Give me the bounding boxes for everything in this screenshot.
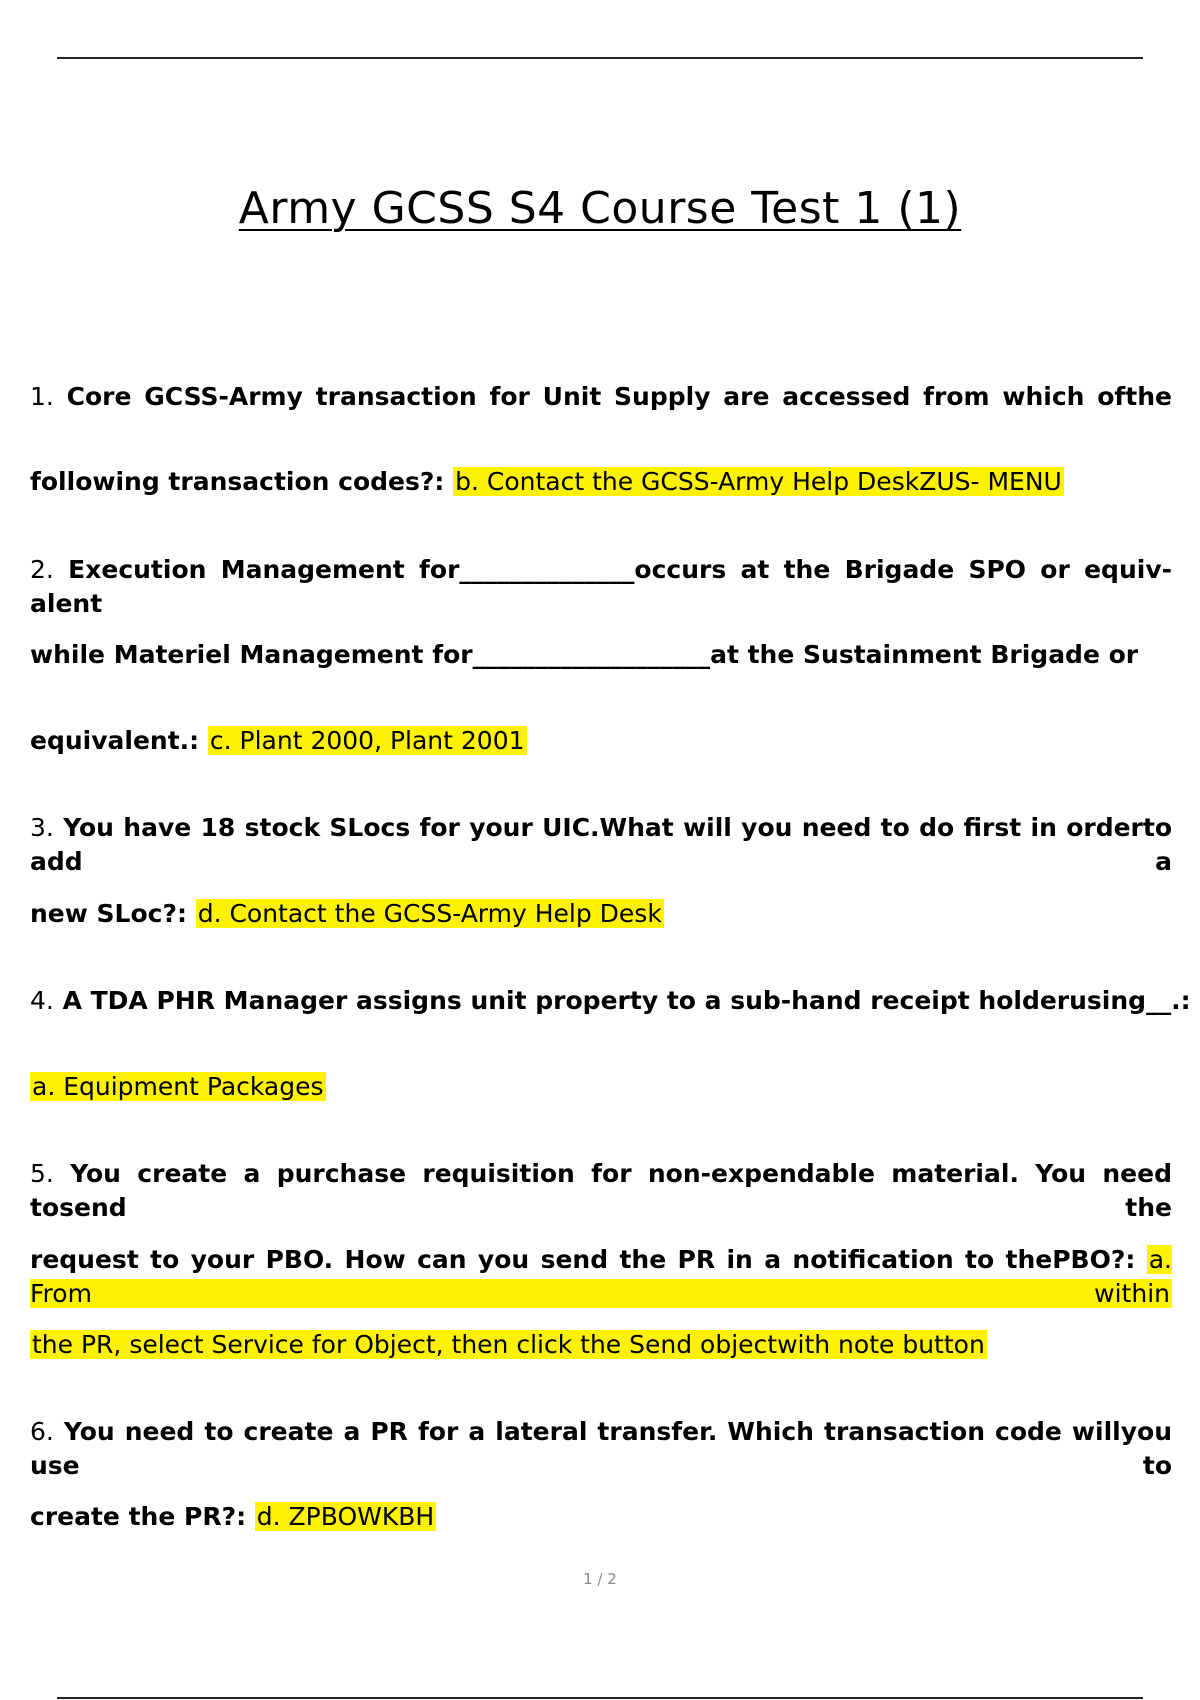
question-5-line-3 [30, 1328, 987, 1362]
question-4-number: 4. [30, 986, 54, 1015]
question-4-line-1: 4. A TDA PHR Manager assigns unit property to a sub-hand receipt holderusing__.: [30, 986, 1191, 1015]
question-5-number: 5. [30, 1159, 54, 1188]
top-rule [57, 57, 1143, 59]
question-2-line-2: while Materiel Management for___________________at the Sustainment Brigade or [30, 640, 1139, 669]
bottom-rule [57, 1697, 1143, 1699]
question-5-line-2: request to your PBO. How can you send the PR in a notification to thePBO?: a. From within [30, 1245, 1172, 1308]
question-2-number: 2. [30, 555, 54, 584]
question-6-line-1: 6. You need to create a PR for a lateral transfer. Which transaction code willyou use to [30, 1417, 1172, 1480]
question-1-number: 1. [30, 382, 54, 411]
question-3-line-1: 3. You have 18 stock SLocs for your UIC.What will you need to do first in orderto add a [30, 813, 1172, 876]
question-2-answer: c. Plant 2000, Plant 2001 [209, 726, 525, 755]
question-3-number: 3. [30, 813, 54, 842]
question-3-line-2: new SLoc?: d. Contact the GCSS-Army Help Desk [30, 899, 662, 928]
question-1-line-1: 1. Core GCSS-Army transaction for Unit Supply are accessed from which ofthe [30, 382, 1172, 411]
question-1-line-2: following transaction codes?: b. Contact the GCSS-Army Help DeskZUS- MENU [30, 467, 1062, 496]
question-5-answer-part-2: the PR, select Service for Object, then click the Send objectwith note button [32, 1330, 985, 1359]
question-4-answer: a. Equipment Packages [32, 1072, 324, 1101]
question-3-answer: d. Contact the GCSS-Army Help Desk [197, 899, 662, 928]
question-4-line-2 [30, 1070, 326, 1104]
question-5-line-1: 5. You create a purchase requisition for non-expendable material. You need tosend the [30, 1159, 1172, 1222]
question-5-answer-part-1: a. From within [30, 1245, 1172, 1308]
question-6-number: 6. [30, 1417, 54, 1446]
question-2-line-1: 2. Execution Management for______________occurs at the Brigade SPO or equiv- alent [30, 555, 1172, 618]
page-indicator: 1 / 2 [583, 1570, 617, 1588]
document-title: Army GCSS S4 Course Test 1 (1) [238, 183, 962, 234]
question-2-line-3: equivalent.: c. Plant 2000, Plant 2001 [30, 726, 525, 755]
question-1-answer: b. Contact the GCSS-Army Help DeskZUS- MENU [455, 467, 1062, 496]
question-6-line-2: create the PR?: d. ZPBOWKBH [30, 1502, 435, 1531]
question-6-answer: d. ZPBOWKBH [256, 1502, 435, 1531]
